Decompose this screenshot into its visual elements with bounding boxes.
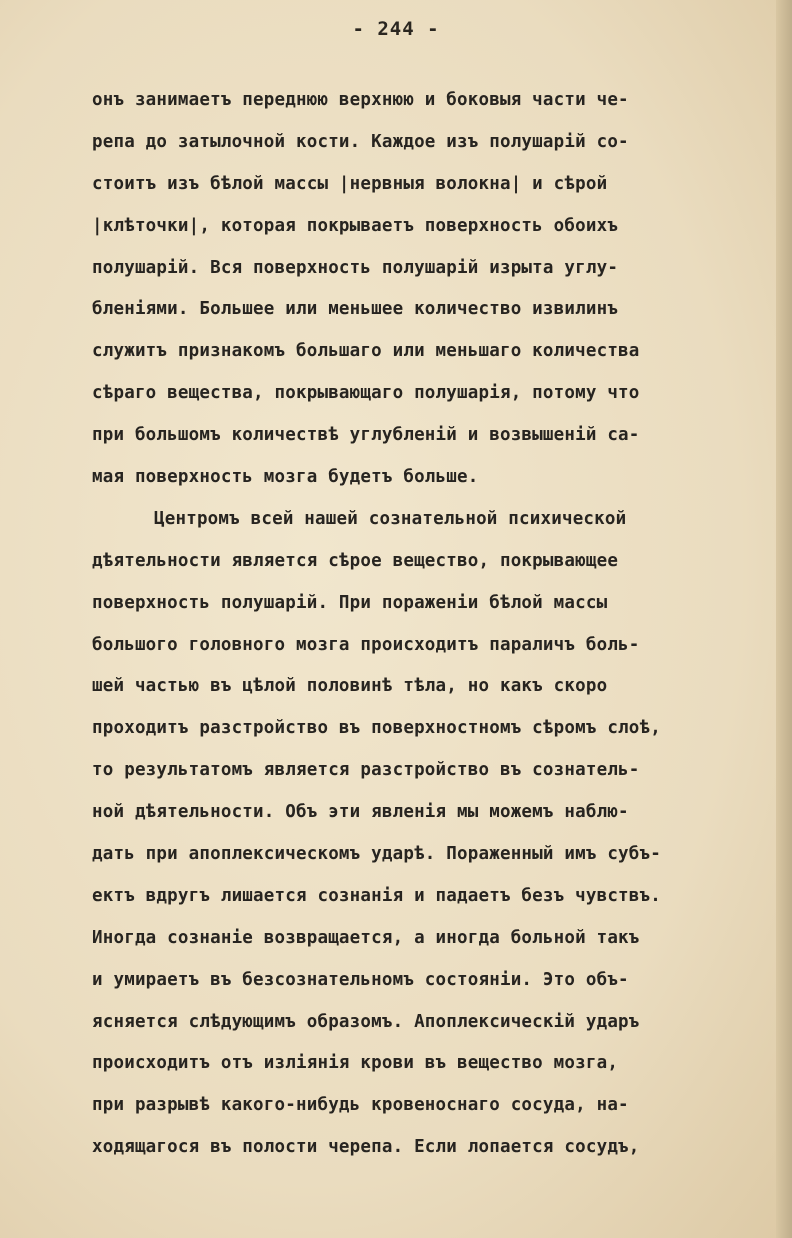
text-line: ясняется слѣдующимъ образомъ. Апоплексическій ударъ: [92, 1011, 640, 1032]
text-line: ной дѣятельности. Объ эти явленія мы можемъ наблю-: [92, 802, 629, 823]
text-line: полушарій. Вся поверхность полушарій изрыта углу-: [92, 257, 619, 278]
text-line: и умираетъ въ безсознательномъ состояніи. Это объ-: [92, 969, 629, 990]
text-line: бленіями. Большее или меньшее количество извилинъ: [92, 299, 619, 320]
text-line: поверхность полушарій. При пораженіи бѣлой массы: [92, 592, 608, 613]
text-line: то результатомъ является разстройство въ сознатель-: [92, 760, 640, 781]
text-line: ходящагося въ полости черепа. Если лопается сосудъ,: [92, 1137, 640, 1158]
text-line: происходитъ отъ изліянія крови въ вещество мозга,: [92, 1053, 619, 1074]
text-line: служитъ признакомъ большаго или меньшаго количества: [92, 341, 640, 362]
text-line: дать при апоплексическомъ ударѣ. Пораженный имъ субъ-: [92, 844, 662, 865]
page-edge: [776, 0, 792, 1238]
text-line: онъ занимаетъ переднюю верхнюю и боковыя части че-: [92, 90, 629, 110]
text-line: дѣятельности является сѣрое вещество, покрывающее: [92, 550, 619, 571]
text-line: шей частью въ цѣлой половинѣ тѣла, но какъ скоро: [92, 676, 608, 697]
text-line: при разрывѣ какого-нибудь кровеноснаго сосуда, на-: [92, 1095, 629, 1116]
text-line: проходитъ разстройство въ поверхностномъ сѣромъ слоѣ,: [92, 718, 662, 739]
text-line: стоитъ изъ бѣлой массы |нервныя волокна| и сѣрой: [92, 173, 608, 194]
text-line: Иногда сознаніе возвращается, а иногда больной такъ: [92, 927, 640, 948]
page-number: - 244 -: [352, 18, 440, 40]
text-line: сѣраго вещества, покрывающаго полушарія, потому что: [92, 383, 640, 404]
text-line: при большомъ количествѣ углубленій и возвышеній са-: [92, 425, 640, 446]
text-line: ектъ вдругъ лишается сознанія и падаетъ безъ чувствъ.: [92, 885, 662, 906]
paragraph-start-line: Центромъ всей нашей сознательной психической: [154, 508, 627, 529]
text-line: большого головного мозга происходитъ параличъ боль-: [92, 634, 640, 655]
text-line: |клѣточки|, которая покрываетъ поверхность обоихъ: [92, 215, 619, 236]
text-line: репа до затылочной кости. Каждое изъ полушарій со-: [92, 131, 629, 152]
body-text: [92, 80, 742, 1169]
text-line: мая поверхность мозга будетъ больше.: [92, 467, 479, 488]
